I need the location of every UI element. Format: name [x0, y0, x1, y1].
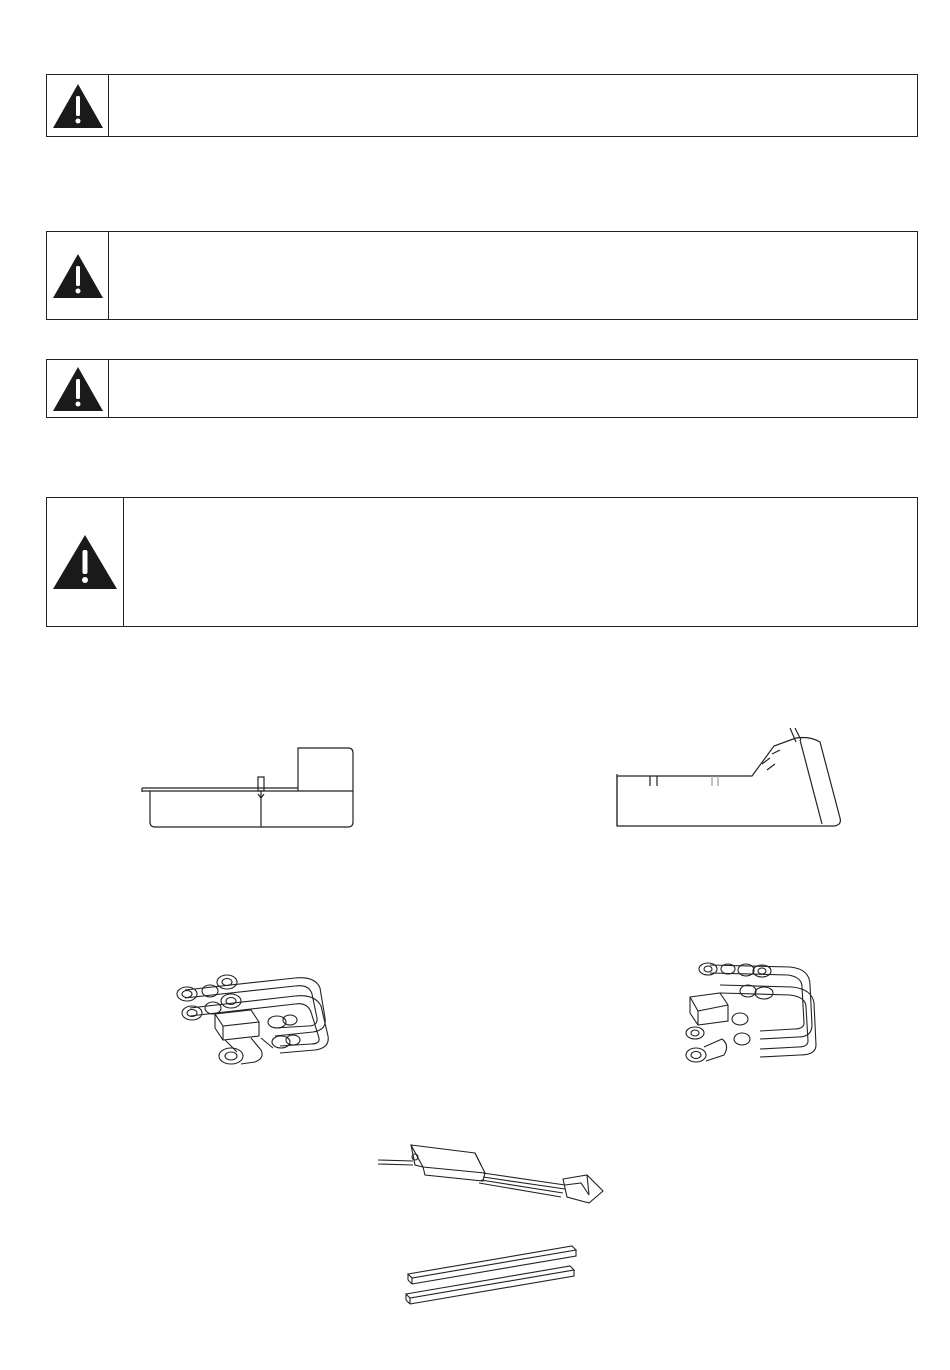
warning-triangle-icon [52, 534, 118, 590]
installation-side-view-right [612, 728, 847, 833]
warning-icon-cell [47, 360, 109, 417]
support-strips [400, 1240, 585, 1308]
warning-text-2 [119, 232, 907, 319]
control-box-cable [375, 1135, 610, 1210]
warning-text-3 [119, 360, 907, 417]
warning-text-4 [135, 498, 907, 626]
warning-box-1 [46, 74, 918, 137]
installation-side-view-left [138, 740, 363, 835]
pipe-assembly-left [165, 958, 350, 1073]
warning-triangle-icon [52, 366, 104, 412]
pipe-assembly-right [680, 955, 830, 1073]
warning-box-2 [46, 231, 918, 320]
warning-icon-cell [47, 498, 124, 626]
warning-triangle-icon [52, 83, 104, 129]
warning-text-1 [119, 75, 907, 136]
warning-icon-cell [47, 75, 109, 136]
warning-box-4 [46, 497, 918, 627]
warning-box-3 [46, 359, 918, 418]
warning-icon-cell [47, 232, 109, 319]
warning-triangle-icon [52, 253, 104, 299]
